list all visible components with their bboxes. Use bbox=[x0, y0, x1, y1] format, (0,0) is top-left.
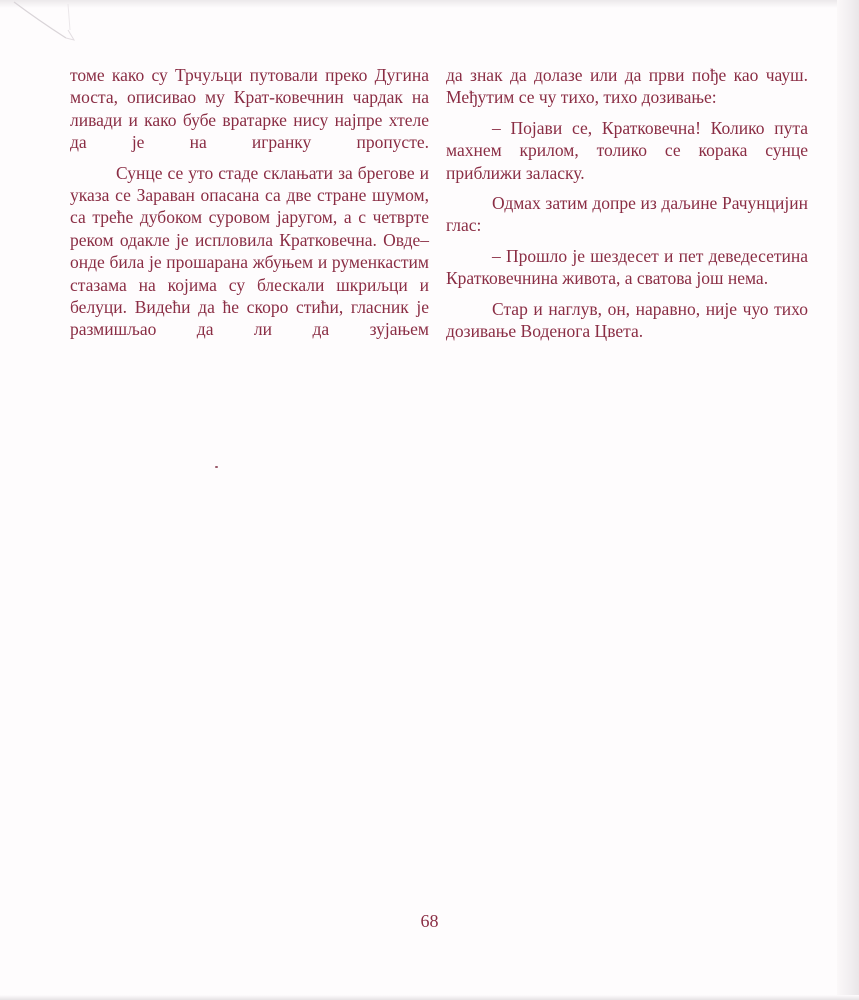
paragraph: да знак да долазе или да први пође као чауш. Међутим се чу тихо, тихо дозивање: bbox=[446, 65, 808, 108]
scan-right-edge bbox=[837, 0, 859, 1000]
left-text-column bbox=[70, 64, 429, 349]
paragraph: Одмах затим допре из даљине Рачунцијин глас: bbox=[446, 193, 808, 236]
scan-top-edge bbox=[0, 0, 859, 8]
paragraph: томе како су Трчуљци путовали преко Дугина моста, описивао му Крат-ковечнин чардак на ливади и како бубе вратарке нису најпре хтеле да је на игранку пропусте. bbox=[70, 65, 429, 153]
folded-corner-mark bbox=[8, 0, 78, 50]
paragraph: Сунце се уто стаде склањати за брегове и указа се Зараван опасана са две стране шумом, са треће дубоком суровом јаругом, а с четврте реком одакле је испловила Кратковечна. Овде–онде била је прошарана жбуњем и руменкастим стазама на којима су блескали шкриљци и белуци. Видећи да ће скоро стићи, гласник је размишљао да ли да зујањем bbox=[70, 162, 429, 340]
paragraph: Стар и наглув, он, наравно, није чуо тихо дозивање Воденога Цвета. bbox=[446, 298, 808, 342]
page-number: 68 bbox=[420, 911, 439, 931]
right-text-column bbox=[446, 64, 808, 350]
paragraph: – Појави се, Кратковечна! Колико пута махнем крилом, толико се корака сунце приближи заласку. bbox=[446, 117, 808, 183]
ink-speck bbox=[215, 466, 218, 468]
paragraph: – Прошло је шездесет и пет деведесетина Кратковечнина живота, а сватова још нема. bbox=[446, 245, 808, 289]
scan-bottom-edge bbox=[0, 995, 859, 1000]
